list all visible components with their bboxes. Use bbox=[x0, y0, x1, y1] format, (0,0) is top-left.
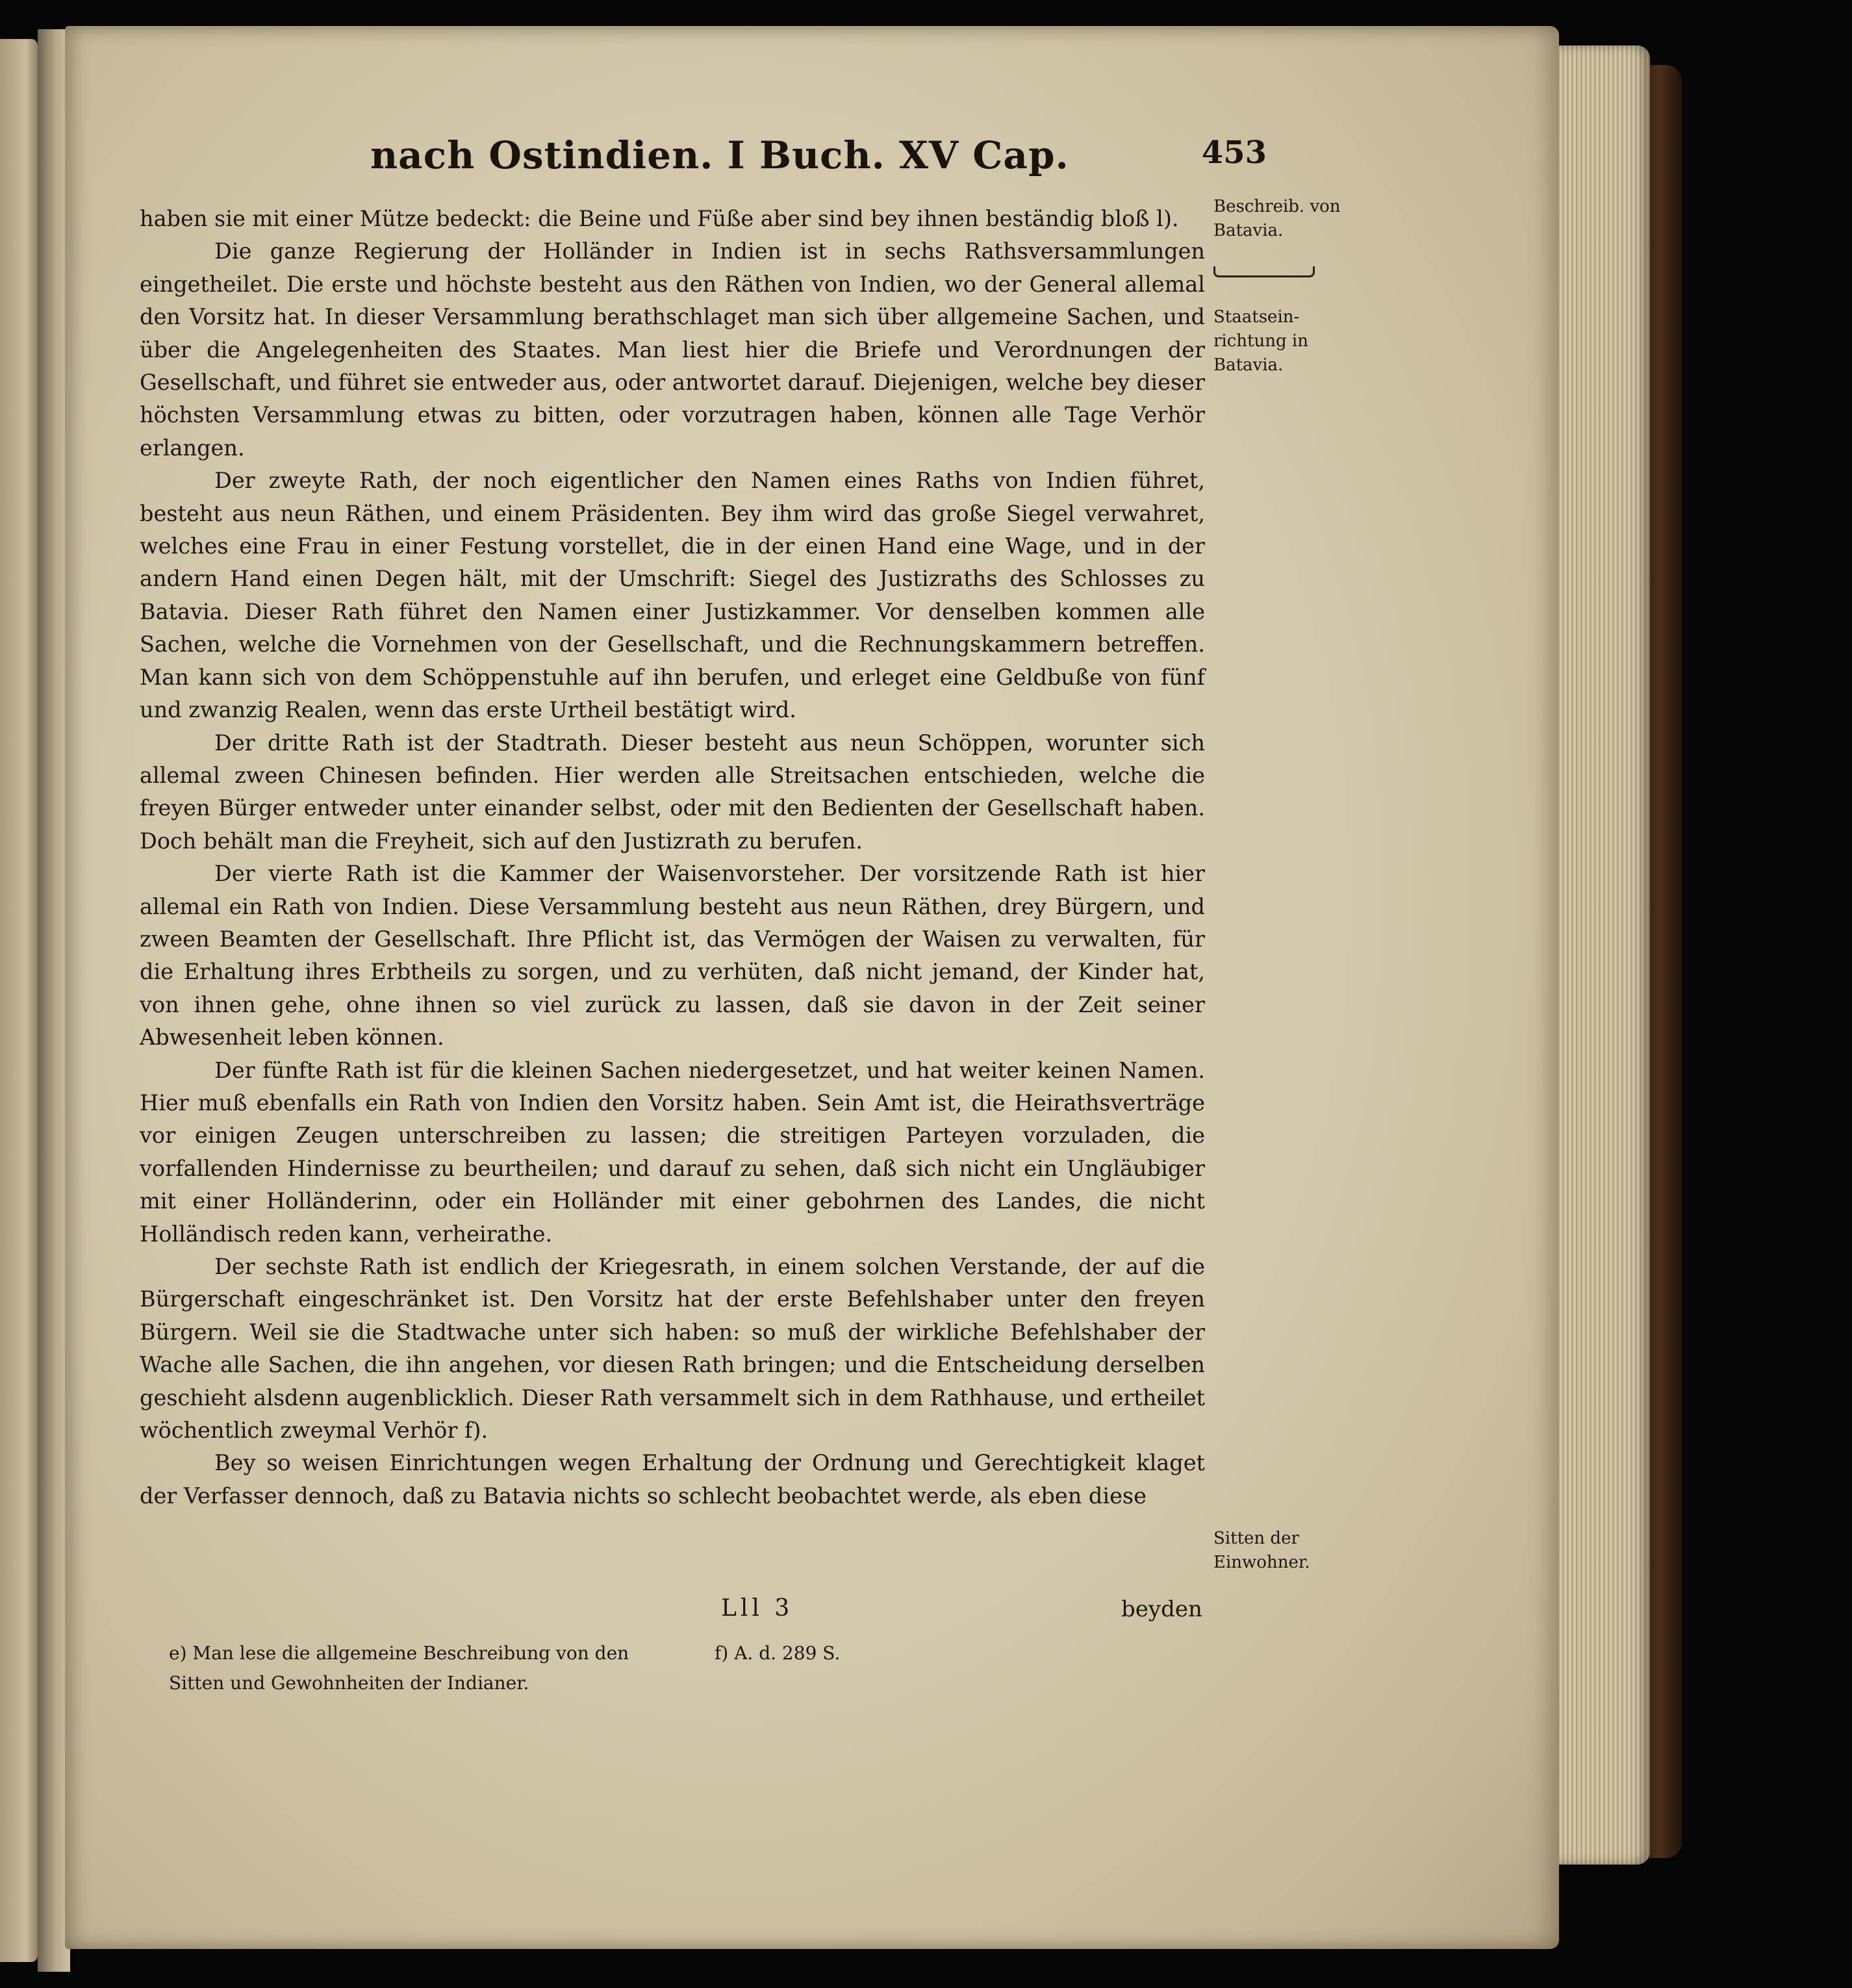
paragraph: Der sechste Rath ist endlich der Kriegesrath, in einem solchen Verstande, der auf die Bürgerschaft eingeschränket ist. Den Vorsitz hat der erste Befehlshaber unter den freyen Bürgern. Weil sie die Stadtwache unter sich haben: so muß der wirkliche Befehlshaber der Wache alle Sachen, die ihn angehen, vor diesen Rath bringen; und die Entscheidung derselben geschieht alsdenn augenblicklich. Dieser Rath versammelt sich in dem Rathhause, und ertheilet wöchentlich zweymal Verhör f). bbox=[140, 1254, 1205, 1444]
margin-note-description: Beschreib. von Batavia. bbox=[1213, 197, 1341, 240]
margin-note-customs: Sitten der Einwohner. bbox=[1213, 1529, 1310, 1572]
paragraph: Der dritte Rath ist der Stadtrath. Dieser besteht aus neun Schöppen, worunter sich allemal zween Chinesen befinden. Hier werden alle Streitsachen entschieden, welche die freyen Bürger entweder unter einander selbst, oder mit den Bedienten der Gesellschaft haben. Doch behält man die Freyheit, sich auf den Justizrath zu berufen. bbox=[140, 730, 1205, 854]
running-head: nach Ostindien. I Buch. XV Cap. bbox=[370, 133, 1069, 177]
facing-page-edge bbox=[0, 39, 38, 1962]
margin-note-government: Staatsein- richtung in Batavia. bbox=[1213, 307, 1308, 375]
paragraph: Die ganze Regierung der Holländer in Indien ist in sechs Rathsversammlungen eingetheilet. Die erste und höchste besteht aus den Räthen von Indien, wo der General allemal den Vorsitz hat. In dieser Versammlung berathschlaget man sich über allgemeine Sachen, und über die Angelegenheiten des Staates. Man liest hier die Briefe und Verordnungen der Gesellschaft, und führet sie entweder aus, oder antwortet darauf. Diejenigen, welche bey dieser höchsten Versammlung etwas zu bitten, oder vorzutragen haben, können alle Tage Verhör erlangen. bbox=[140, 238, 1205, 461]
paragraph: Der zweyte Rath, der noch eigentlicher den Namen eines Raths von Indien führet, besteht aus neun Räthen, und einem Präsidenten. Bey ihm wird das große Siegel verwahret, welches eine Frau in einer Festung vorstellet, die in der einen Hand eine Wage, und in der andern Hand einen Degen hält, mit der Umschrift: Siegel des Justizraths des Schlosses zu Batavia. Dieser Rath führet den Namen einer Justizkammer. Vor denselben kommen alle Sachen, welche die Vornehmen von der Gesellschaft, und die Rechnungskammern betreffen. Man kann sich von dem Schöppenstuhle auf ihn berufen, und erleget eine Geldbuße von fünf und zwanzig Realen, wenn das erste Urtheil bestätigt wird. bbox=[140, 468, 1205, 723]
footnote-e: e) Man lese die allgemeine Beschreibung von den Sitten und Gewohnheiten der Indianer. bbox=[169, 1642, 629, 1694]
paragraph: Der fünfte Rath ist für die kleinen Sachen niedergesetzet, und hat weiter keinen Namen. Hier muß ebenfalls ein Rath von Indien den Vorsitz haben. Sein Amt ist, die Heirathsverträge vor einigen Zeugen unterschreiben zu lassen; die streitigen Parteyen vorzuladen, die vorfallenden Hindernisse zu beurtheilen; und darauf zu sehen, daß sich nicht ein Ungläubiger mit einer Holländerinn, oder ein Holländer mit einer gebohrnen des Landes, die nicht Holländisch reden kann, verheirathe. bbox=[140, 1057, 1205, 1247]
paragraph: haben sie mit einer Mütze bedeckt: die Beine und Füße aber sind bey ihnen beständig bloß l). bbox=[140, 206, 1179, 231]
paragraph: Der vierte Rath ist die Kammer der Waisenvorsteher. Der vorsitzende Rath ist hier allemal ein Rath von Indien. Diese Versammlung besteht aus neun Räthen, drey Bürgern, und zween Beamten der Gesellschaft. Ihre Pflicht ist, das Vermögen der Waisen zu verwalten, für die Erhaltung ihres Erbtheils zu sorgen, und zu verhüten, daß nicht jemand, der Kinder hat, von ihnen gehe, ohne ihnen so viel zurück zu lassen, daß sie davon in der Zeit seiner Abwesenheit leben können. bbox=[140, 861, 1205, 1051]
catchword: beyden bbox=[1121, 1596, 1202, 1622]
footnote-f: f) A. d. 289 S. bbox=[715, 1642, 841, 1664]
paragraph: Bey so weisen Einrichtungen wegen Erhaltung der Ordnung und Gerechtigkeit klaget der Verfasser dennoch, daß zu Batavia nichts so schlecht beobachtet werde, als eben diese bbox=[140, 1450, 1205, 1509]
margin-note-bracket bbox=[1213, 266, 1315, 277]
page-number: 453 bbox=[1201, 134, 1267, 171]
main-text bbox=[140, 203, 1205, 1512]
page-block-edges bbox=[1546, 45, 1650, 1865]
page-header bbox=[370, 133, 1267, 185]
signature-mark: Lll 3 bbox=[721, 1595, 794, 1622]
